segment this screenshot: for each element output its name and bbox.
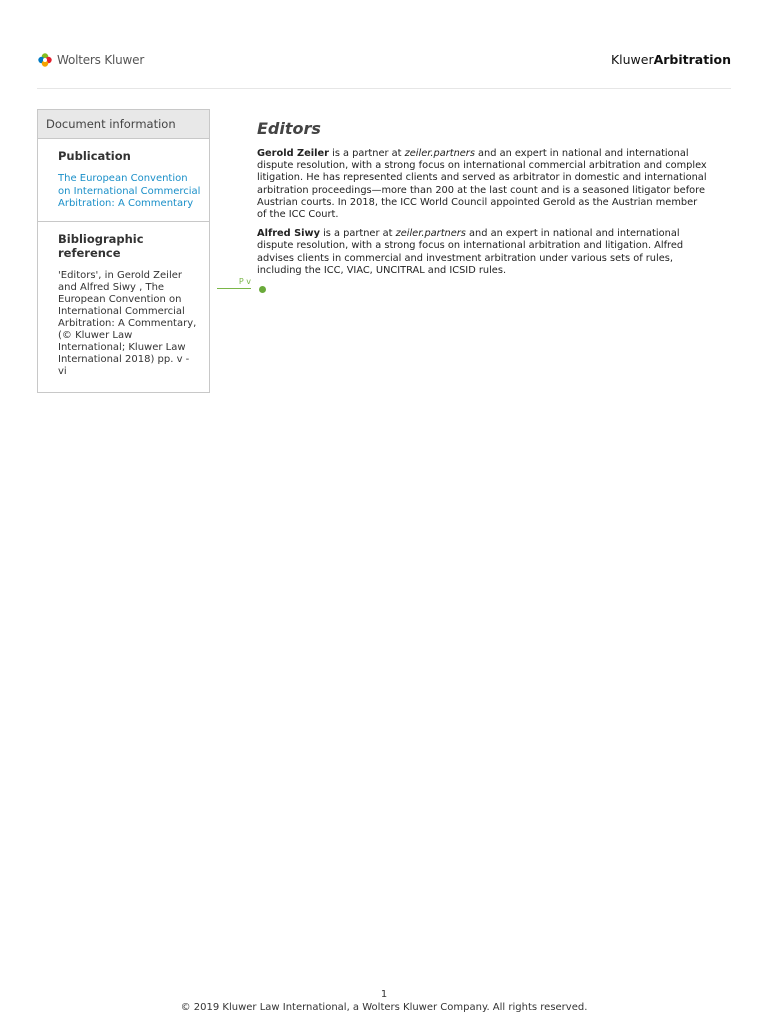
- page-number: 1: [380, 989, 388, 1000]
- brand-regular: Kluwer: [610, 52, 654, 67]
- text-segment: and an expert in national and international dispute resolution, with a strong focus on international arbitration and litigation. Alfred advises clients in commercial and investment arbitration under various sets of rules, including the ICC, VIAC, UNCITRAL and ICSID rules.: [257, 228, 684, 276]
- bibliographic-heading: Bibliographic reference: [58, 231, 144, 260]
- page-footer: [0, 988, 768, 1014]
- logo-text: Wolters Kluwer: [57, 53, 145, 67]
- page-title: Editors: [257, 119, 321, 138]
- editor-paragraph-siwy: [257, 228, 707, 277]
- text-segment: is a partner at: [319, 228, 396, 240]
- panel-title: Document information: [38, 110, 209, 139]
- bibliographic-section: [38, 222, 209, 392]
- bullet-dot-icon: [259, 286, 266, 293]
- main-content: [257, 119, 707, 284]
- text-segment: is a partner at: [328, 148, 405, 159]
- page-marker: P v: [217, 277, 251, 289]
- copyright-notice: © 2019 Kluwer Law International, a Wolters Kluwer Company. All rights reserved.: [180, 1002, 588, 1013]
- brand-bold: Arbitration: [653, 52, 731, 67]
- publication-heading: Publication: [58, 149, 131, 163]
- editor-name: Alfred Siwy: [257, 228, 320, 240]
- document-information-panel: [37, 109, 210, 393]
- firm-name: zeiler.partners: [395, 228, 466, 240]
- editor-name: Gerold Zeiler: [257, 148, 329, 159]
- publication-section: [38, 139, 209, 222]
- firm-name: zeiler.partners: [404, 148, 475, 159]
- text-segment: and an expert in national and international dispute resolution, with a strong focus on international commercial arbitration and complex litigation. He has represented clients and served as arbitrator in domestic and international arbitration proceedings—more than 200 at the last count and is a seasoned litigator before Austrian courts. In 2018, the ICC World Council appointed Gerold as the Austrian member of the ICC Court.: [257, 148, 707, 221]
- page-header: [37, 50, 731, 89]
- wolters-kluwer-logo[interactable]: [37, 52, 144, 68]
- editor-paragraph-zeiler: [257, 148, 707, 221]
- publication-link[interactable]: The European Convention on International Commercial Arbitration: A Commentary: [58, 173, 201, 209]
- wolters-kluwer-logo-icon: [37, 52, 53, 68]
- bibliographic-text: 'Editors', in Gerold Zeiler and Alfred Siwy , The European Convention on International Commercial Arbitration: A Commentary, (© Kluwer Law International; Kluwer Law International 2018) pp. v - vi: [58, 269, 197, 377]
- kluwer-arbitration-brand[interactable]: [611, 52, 731, 67]
